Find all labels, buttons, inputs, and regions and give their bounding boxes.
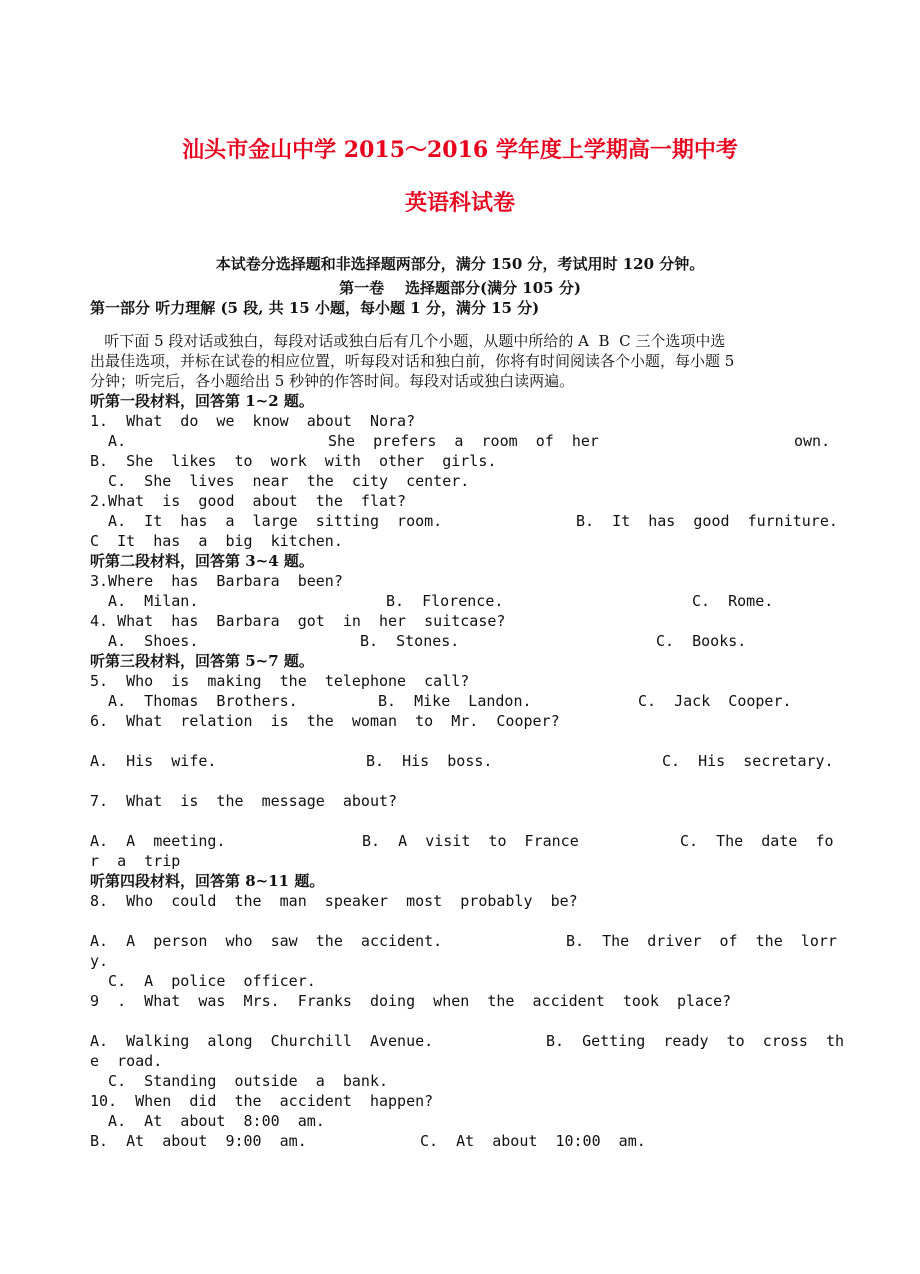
question-4-option-c: C. Books. (656, 632, 747, 650)
question-10-option-b: B. At about 9:00 am. (90, 1132, 307, 1150)
question-7-options (90, 831, 834, 851)
question-9-option-b-wrap: e road. (90, 1052, 163, 1070)
question-7-option-a: A. A meeting. (90, 832, 226, 850)
question-6-options (90, 751, 834, 771)
question-8-stem: 8. Who could the man speaker most probably be? (90, 892, 578, 910)
question-3-option-b: B. Florence. (386, 592, 504, 610)
exam-subtitle: 英语科试卷 (404, 190, 515, 216)
question-10-options (90, 1131, 830, 1151)
question-10-option-c: C. At about 10:00 am. (420, 1132, 646, 1150)
question-1-option-a-row (90, 431, 830, 451)
instructions-line-3: 分钟；听完后，各小题给出 5 秒钟的作答时间。每段对话或独白读两遍。 (90, 372, 575, 390)
question-5-options (90, 691, 830, 711)
section-heading-1: 听第一段材料，回答第 1~2 题。 (90, 392, 314, 410)
question-6-stem: 6. What relation is the woman to Mr. Cooper? (90, 712, 560, 730)
question-9-stem: 9 . What was Mrs. Franks doing when the accident took place? (90, 992, 732, 1010)
question-9-option-c: C. Standing outside a bank. (90, 1072, 389, 1090)
question-5-option-c: C. Jack Cooper. (638, 692, 792, 710)
part-heading: 第一部分 听力理解 (5 段, 共 15 小题，每小题 1 分，满分 15 分) (90, 299, 540, 317)
question-6-option-c: C. His secretary. (662, 752, 834, 770)
volume-heading: 第一卷 选择题部分(满分 105 分) (339, 279, 581, 297)
question-9-option-b: B. Getting ready to cross th (546, 1032, 845, 1050)
question-9-options (90, 1031, 845, 1051)
question-3-option-c: C. Rome. (692, 592, 774, 610)
question-1-option-a-text: She prefers a room of her (328, 432, 599, 450)
question-2-option-c: C It has a big kitchen. (90, 532, 343, 550)
instructions-line-1: 听下面 5 段对话或独白，每段对话或独白后有几个小题，从题中所给的 A B C 三个选项中选 (90, 332, 726, 350)
question-10-option-a: A. At about 8:00 am. (90, 1112, 325, 1130)
exam-title: 汕头市金山中学 2015～2016 学年度上学期高一期中考 (182, 137, 738, 163)
question-4-option-a: A. Shoes. (90, 632, 199, 650)
question-8-option-a: A. A person who saw the accident. (90, 932, 443, 950)
question-6-option-b: B. His boss. (366, 752, 493, 770)
section-heading-2: 听第二段材料，回答第 3~4 题。 (90, 552, 314, 570)
question-5-option-a: A. Thomas Brothers. (90, 692, 298, 710)
question-1-option-b: B. She likes to work with other girls. (90, 452, 497, 470)
question-7-stem: 7. What is the message about? (90, 792, 398, 810)
question-8-option-b: B. The driver of the lorr (566, 932, 837, 950)
question-2-options (90, 511, 838, 531)
question-10-stem: 10. When did the accident happen? (90, 1092, 434, 1110)
question-8-options (90, 931, 837, 951)
question-7-option-c-wrap: r a trip (90, 852, 181, 870)
question-1-option-a-end: own. (794, 432, 831, 450)
question-1-option-c: C. She lives near the city center. (90, 472, 470, 490)
question-9-option-a: A. Walking along Churchill Avenue. (90, 1032, 434, 1050)
question-4-stem: 4. What has Barbara got in her suitcase? (90, 612, 506, 630)
question-8-option-c: C. A police officer. (90, 972, 316, 990)
question-8-option-b-wrap: y. (90, 952, 109, 970)
question-2-option-b: B. It has good furniture. (576, 512, 838, 530)
question-1-option-a-label: A. (90, 432, 127, 450)
question-7-option-c: C. The date fo (680, 832, 834, 850)
question-4-option-b: B. Stones. (360, 632, 460, 650)
question-2-stem: 2.What is good about the flat? (90, 492, 407, 510)
question-4-options (90, 631, 830, 651)
question-3-stem: 3.Where has Barbara been? (90, 572, 343, 590)
section-heading-3: 听第三段材料，回答第 5~7 题。 (90, 652, 314, 670)
question-3-options (90, 591, 830, 611)
exam-notice: 本试卷分选择题和非选择题两部分，满分 150 分，考试用时 120 分钟。 (215, 255, 705, 273)
question-3-option-a: A. Milan. (90, 592, 199, 610)
question-6-option-a: A. His wife. (90, 752, 217, 770)
question-7-option-b: B. A visit to France (362, 832, 579, 850)
question-1-stem: 1. What do we know about Nora? (90, 412, 416, 430)
question-2-option-a: A. It has a large sitting room. (90, 512, 443, 530)
section-heading-4: 听第四段材料，回答第 8~11 题。 (90, 872, 325, 890)
question-5-stem: 5. Who is making the telephone call? (90, 672, 470, 690)
question-5-option-b: B. Mike Landon. (378, 692, 532, 710)
instructions-line-2: 出最佳选项，并标在试卷的相应位置，听每段对话和独白前，你将有时间阅读各个小题，每小题 5 (90, 352, 735, 370)
